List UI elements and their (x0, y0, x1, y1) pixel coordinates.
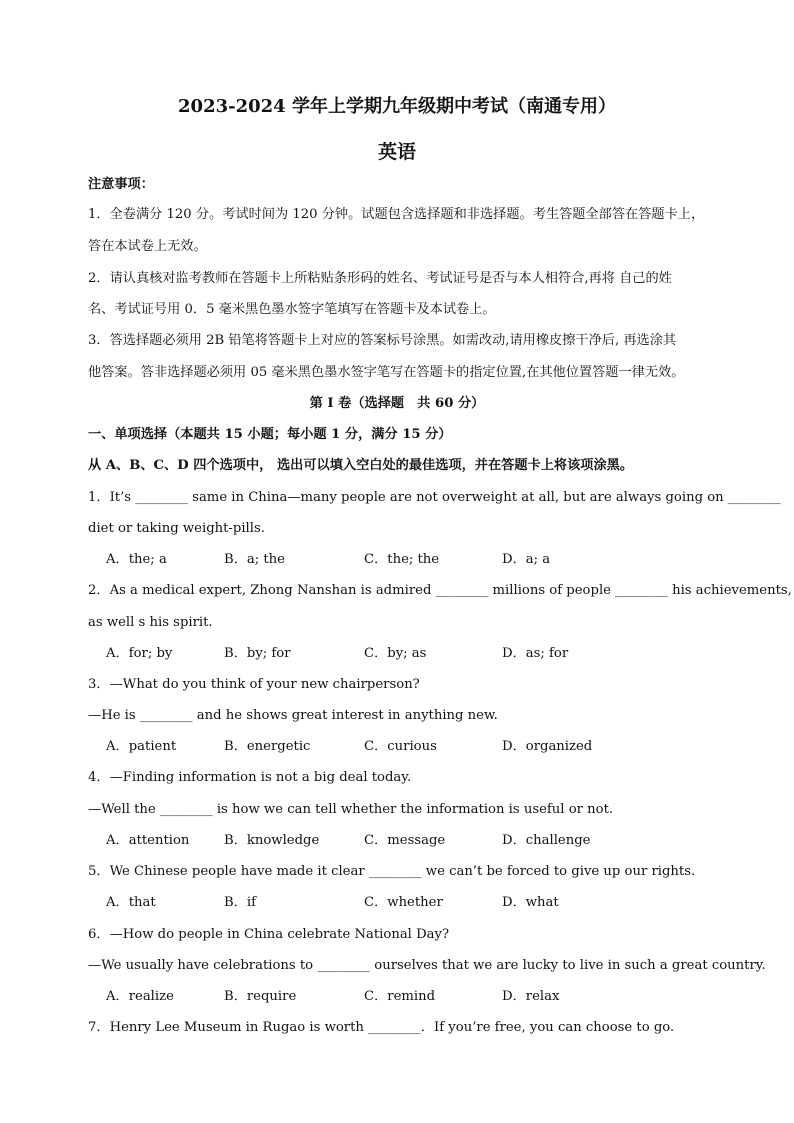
question-text: 2．As a medical expert, Zhong Nanshan is admired ________ millions of people ________ his achievements, (88, 583, 792, 598)
notice-line: 名、考试证号用 0．5 毫米黑色墨水签字笔填写在答题卡及本试卷上。 (88, 302, 496, 317)
section-instruction: 从 A、B、C、D 四个选项中， 选出可以填入空白处的最佳选项，并在答题卡上将该项涂黑。 (88, 458, 634, 473)
question-text: —Well the ________ is how we can tell whether the information is useful or not. (88, 802, 614, 817)
option-b: B．by; for (224, 646, 291, 661)
option-a: A．for; by (106, 646, 173, 661)
option-d: D．relax (502, 989, 560, 1004)
option-d: D．as; for (502, 646, 569, 661)
notice-line: 1．全卷满分 120 分。考试时间为 120 分钟。试题包含选择题和非选择题。考生答题全部答在答题卡上， (88, 207, 705, 222)
option-c: C．message (364, 833, 446, 848)
option-c: C．remind (364, 989, 436, 1004)
question-text: as well s his spirit. (88, 615, 213, 630)
question-text: 3．—What do you think of your new chairperson? (88, 677, 420, 692)
question-text: 6．—How do people in China celebrate National Day? (88, 927, 450, 942)
option-a: A．the; a (106, 552, 167, 567)
option-d: D．what (502, 895, 559, 910)
option-b: B．if (224, 895, 256, 910)
option-a: A．realize (106, 989, 174, 1004)
part-heading: 第 I 卷（选择题 共 60 分） (309, 396, 485, 411)
exam-title: 2023-2024 学年上学期九年级期中考试（南通专用） (178, 96, 616, 117)
question-text: 4．—Finding information is not a big deal today. (88, 770, 412, 785)
option-d: D．challenge (502, 833, 591, 848)
option-b: B．a; the (224, 552, 285, 567)
option-a: A．patient (106, 739, 177, 754)
notice-line: 他答案。答非选择题必须用 05 毫米黑色墨水签字笔写在答题卡的指定位置,在其他位置答题一律无效。 (88, 365, 685, 380)
option-d: D．a; a (502, 552, 551, 567)
option-c: C．curious (364, 739, 437, 754)
notice-line: 2．请认真核对监考教师在答题卡上所粘贴条形码的姓名、考试证号是否与本人相符合,再将 自己的姓 (88, 271, 672, 286)
option-b: B．energetic (224, 739, 311, 754)
notice-line: 3．答选择题必须用 2B 铅笔将答题卡上对应的答案标号涂黑。如需改动,请用橡皮擦干净后, 再选涂其 (88, 333, 677, 348)
question-text: —He is ________ and he shows great interest in anything new. (88, 708, 498, 723)
question-text: 7．Henry Lee Museum in Rugao is worth ________．If you’re free, you can choose to go. (88, 1020, 675, 1035)
option-c: C．whether (364, 895, 443, 910)
question-text: 1．It’s ________ same in China—many people are not overweight at all, but are always going on ________ (88, 490, 781, 505)
question-text: —We usually have celebrations to ________ ourselves that we are lucky to live in such a great country. (88, 958, 766, 973)
option-c: C．the; the (364, 552, 440, 567)
option-b: B．knowledge (224, 833, 320, 848)
notice-heading: 注意事项： (88, 177, 154, 192)
notice-line: 答在本试卷上无效。 (88, 239, 207, 254)
question-text: diet or taking weight-pills. (88, 521, 265, 536)
option-a: A．that (106, 895, 156, 910)
subject-title: 英语 (377, 141, 416, 163)
section-heading: 一、单项选择（本题共 15 小题；每小题 1 分，满分 15 分） (88, 427, 452, 442)
question-text: 5．We Chinese people have made it clear ________ we can’t be forced to give up our rights. (88, 864, 696, 879)
option-d: D．organized (502, 739, 593, 754)
option-a: A．attention (106, 833, 190, 848)
option-c: C．by; as (364, 646, 427, 661)
option-b: B．require (224, 989, 297, 1004)
